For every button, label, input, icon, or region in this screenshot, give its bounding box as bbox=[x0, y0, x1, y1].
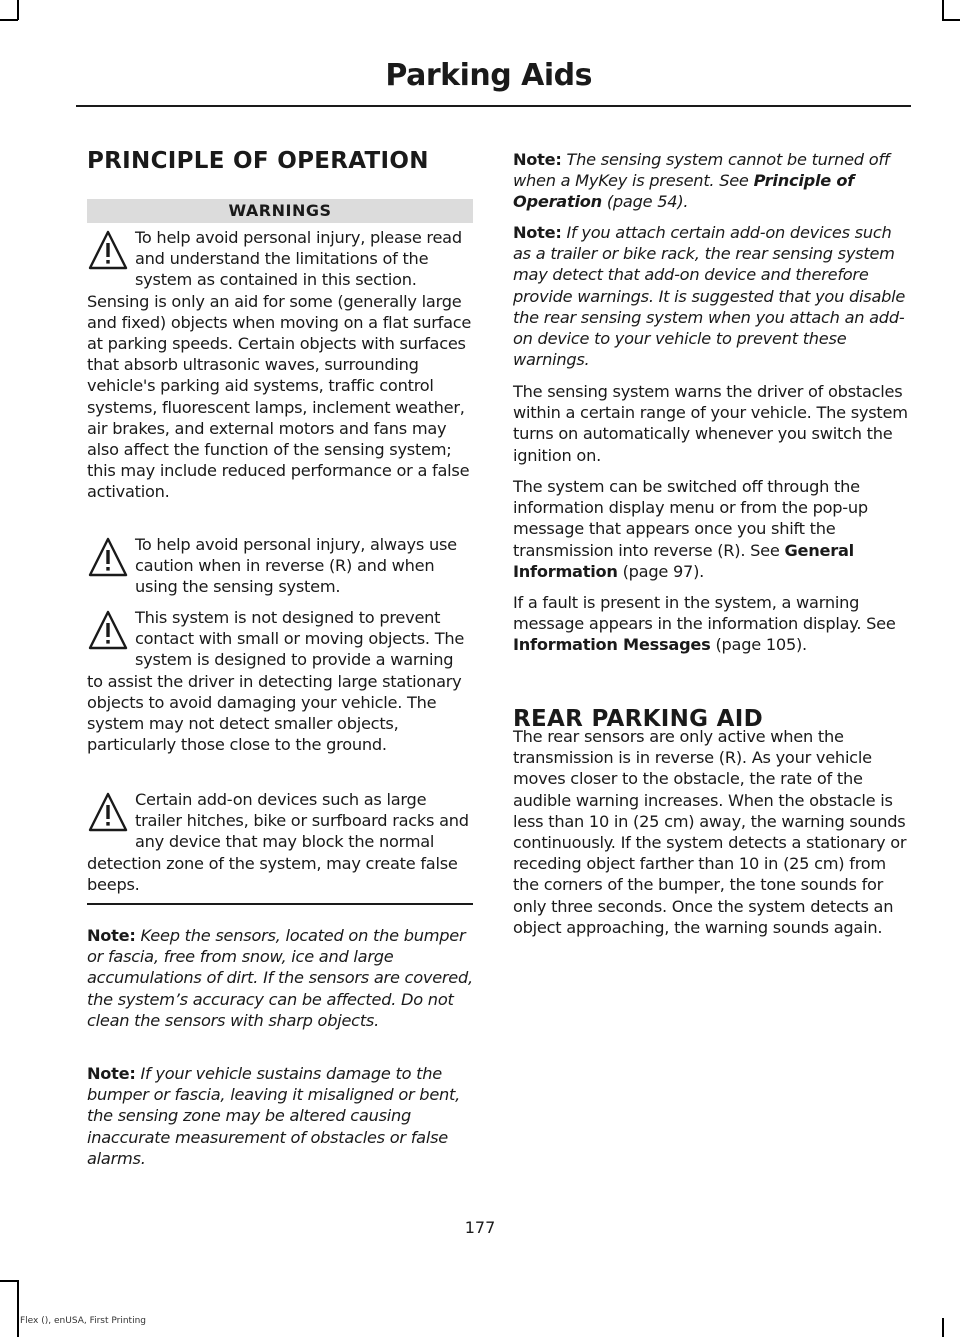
crop-mark bbox=[942, 1318, 944, 1337]
note-label: Note: bbox=[513, 150, 562, 169]
crop-mark bbox=[0, 1280, 18, 1282]
edition-footer: Flex (), enUSA, First Printing bbox=[20, 1316, 146, 1326]
note-paragraph bbox=[513, 149, 908, 213]
crop-mark bbox=[17, 0, 19, 20]
cross-reference-link[interactable]: Principle of Operation bbox=[513, 171, 855, 212]
section-heading: PRINCIPLE OF OPERATION bbox=[87, 148, 429, 174]
body-paragraph bbox=[513, 476, 908, 582]
body-paragraph: The sensing system warns the driver of obstacles within a certain range of your vehicle. The system turns on automatically whenever you switch the ignition on. bbox=[513, 382, 908, 465]
crop-mark bbox=[17, 1280, 19, 1337]
warning-item bbox=[87, 227, 473, 503]
note-text: The sensing system cannot be turned off when a MyKey is present. See bbox=[513, 150, 890, 191]
page-header-title: Parking Aids bbox=[385, 58, 592, 93]
note-text: Keep the sensors, located on the bumper or fascia, free from snow, ice and large accumulations of dirt. If the sensors are covered, the system’s accuracy can be affected. Do not clean the sensors with sharp objects. bbox=[87, 926, 473, 1030]
note-label: Note: bbox=[513, 223, 562, 242]
paragraph-text: If a fault is present in the system, a warning message appears in the information display. See bbox=[513, 593, 896, 634]
paragraph-text: The system can be switched off through the information display menu or from the pop-up message that appears once you shift the transmission into reverse (R). See bbox=[513, 477, 868, 560]
warning-item bbox=[87, 534, 473, 598]
cross-reference-link[interactable]: Information Messages bbox=[513, 635, 711, 655]
warning-item bbox=[87, 607, 473, 755]
warning-triangle-icon bbox=[87, 609, 129, 653]
note-text: If your vehicle sustains damage to the bumper or fascia, leaving it misaligned or bent, the sensing zone may be altered causing inaccurate measurement of obstacles or false alarms. bbox=[87, 1064, 461, 1168]
warning-triangle-icon bbox=[87, 229, 129, 273]
page-reference: (page 54). bbox=[606, 192, 689, 212]
crop-mark bbox=[942, 0, 944, 20]
note-label: Note: bbox=[87, 1064, 136, 1083]
warnings-header: WARNINGS bbox=[87, 199, 473, 223]
body-paragraph: The rear sensors are only active when the transmission is in reverse (R). As your vehicle moves closer to the obstacle, the rate of the audible warning increases. When the obstacle is less than 10 in (25 cm) away, the warning sounds continuously. If the system detects a stationary or receding object farther than 10 in (25 cm) from the corners of the bumper, the tone sounds for only three seconds. Once the system detects an object approaching, the warning sounds again. bbox=[513, 727, 907, 937]
warning-text: To help avoid personal injury, please read and understand the limitations of the system as contained in this section. Sensing is only an aid for some (generally large and fixed) objects when moving on a flat surface at parking speeds. Certain objects with surfaces that absorb ultrasonic waves, surrounding vehicle's parking aid systems, traffic control systems, fluorescent lamps, inclement weather, air brakes, and external motors and fans may also affect the function of the sensing system; this may include reduced performance or a false activation. bbox=[87, 228, 472, 502]
note-paragraph bbox=[87, 1063, 473, 1169]
cross-reference-link[interactable]: General Information bbox=[513, 540, 854, 581]
note-paragraph bbox=[87, 925, 473, 1031]
header-divider bbox=[76, 105, 911, 107]
page-reference: (page 105). bbox=[715, 635, 807, 655]
crop-mark bbox=[942, 19, 960, 21]
section-heading: REAR PARKING AID bbox=[513, 706, 763, 732]
note-paragraph bbox=[513, 222, 908, 370]
warning-triangle-icon bbox=[87, 791, 129, 835]
warning-triangle-icon bbox=[87, 536, 129, 580]
page-number: 177 bbox=[464, 1218, 496, 1237]
page-reference: (page 97). bbox=[622, 561, 705, 581]
warning-text: Certain add-on devices such as large trailer hitches, bike or surfboard racks and any device that may block the normal detection zone of the system, may create false beeps. bbox=[87, 790, 469, 894]
body-paragraph bbox=[513, 592, 908, 656]
note-label: Note: bbox=[87, 926, 136, 945]
warning-text: This system is not designed to prevent contact with small or moving objects. The system is designed to provide a warning to assist the driver in detecting large stationary objects to avoid damaging your vehicle. The system may not detect smaller objects, particularly those close to the ground. bbox=[87, 608, 465, 755]
warnings-end-divider bbox=[87, 903, 473, 905]
note-text: If you attach certain add-on devices such as a trailer or bike rack, the rear sensing system may detect that add-on device and therefore provide warnings. It is suggested that you disable the rear sensing system when you attach an add-on device to your vehicle to prevent these warnings. bbox=[513, 223, 906, 370]
warning-text: To help avoid personal injury, always use caution when in reverse (R) and when using the sensing system. bbox=[135, 535, 457, 597]
crop-mark bbox=[0, 19, 18, 21]
warning-item bbox=[87, 789, 473, 895]
